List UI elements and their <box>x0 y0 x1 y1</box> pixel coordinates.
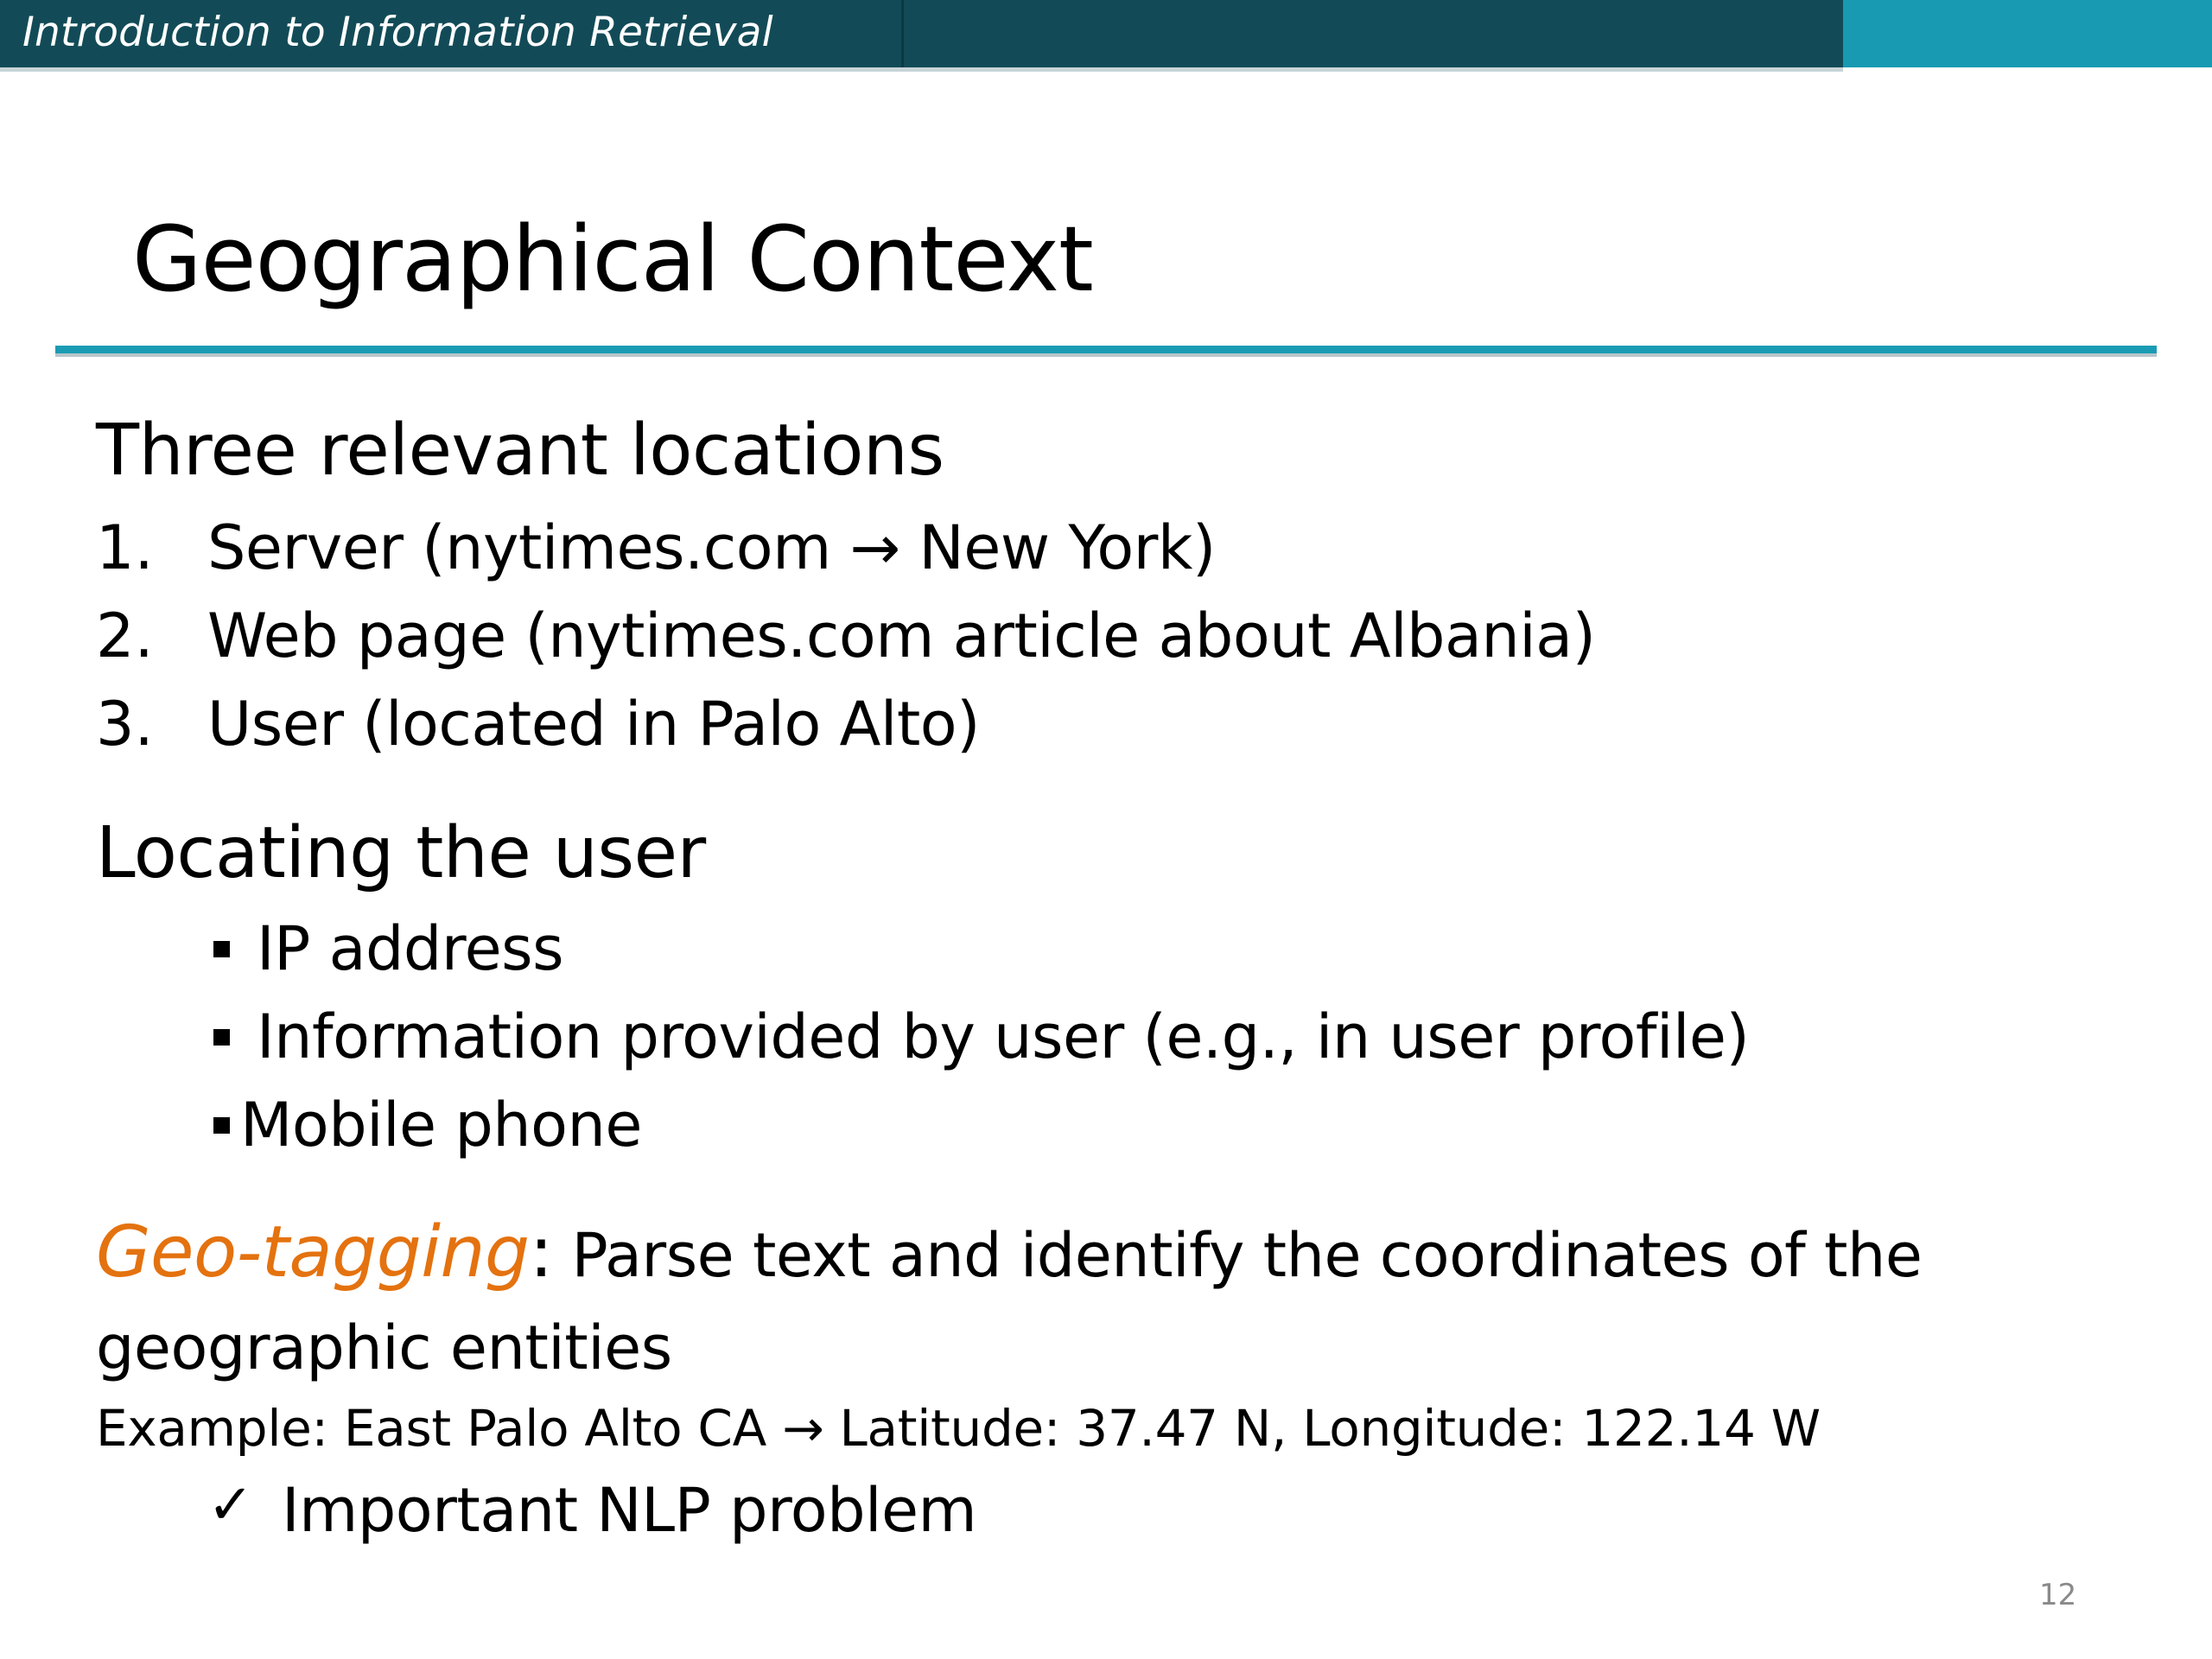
bullet-item-mobile: Mobile phone <box>240 1090 642 1160</box>
list-item-server: Server (nytimes.com → New York) <box>207 512 1216 583</box>
bullet-item-ip: IP address <box>257 913 564 984</box>
course-title: Introduction to Information Retrieval <box>22 9 773 56</box>
geo-tagging-definition-line1: Parse text and identify the coordinates of the <box>552 1220 1923 1291</box>
header-shadow <box>0 67 1843 72</box>
geo-tagging-term: Geo-tagging <box>96 1211 530 1294</box>
title-rule-shadow <box>55 353 2157 357</box>
geo-tagging-colon: : <box>529 1211 553 1294</box>
geo-tagging-definition-line2: geographic entities <box>96 1313 672 1383</box>
list-number: 2. <box>96 601 154 671</box>
geo-example: Example: East Palo Alto CA → Latitude: 37.47 N, Longitude: 122.14 W <box>96 1399 1821 1458</box>
slide-title: Geographical Context <box>132 207 1093 312</box>
geo-tagging-definition <box>96 1211 1922 1297</box>
list-item-user: User (located in Palo Alto) <box>207 689 980 760</box>
page-number: 12 <box>2039 1578 2077 1612</box>
square-bullet-icon <box>213 941 230 957</box>
section-heading-locating-user: Locating the user <box>96 812 706 894</box>
nlp-note: Important NLP problem <box>282 1475 977 1546</box>
section-heading-locations: Three relevant locations <box>96 410 944 492</box>
header-divider <box>901 0 904 71</box>
square-bullet-icon <box>213 1029 230 1046</box>
header-bar <box>0 0 2212 67</box>
list-number: 3. <box>96 689 154 760</box>
square-bullet-icon <box>213 1117 230 1134</box>
bullet-item-profile: Information provided by user (e.g., in user profile) <box>257 1001 1750 1072</box>
list-number: 1. <box>96 512 154 583</box>
checkmark-icon: ✓ <box>207 1473 254 1537</box>
list-item-web-page: Web page (nytimes.com article about Albania) <box>207 601 1596 671</box>
header-accent-band <box>1843 0 2212 67</box>
title-rule <box>55 346 2157 353</box>
